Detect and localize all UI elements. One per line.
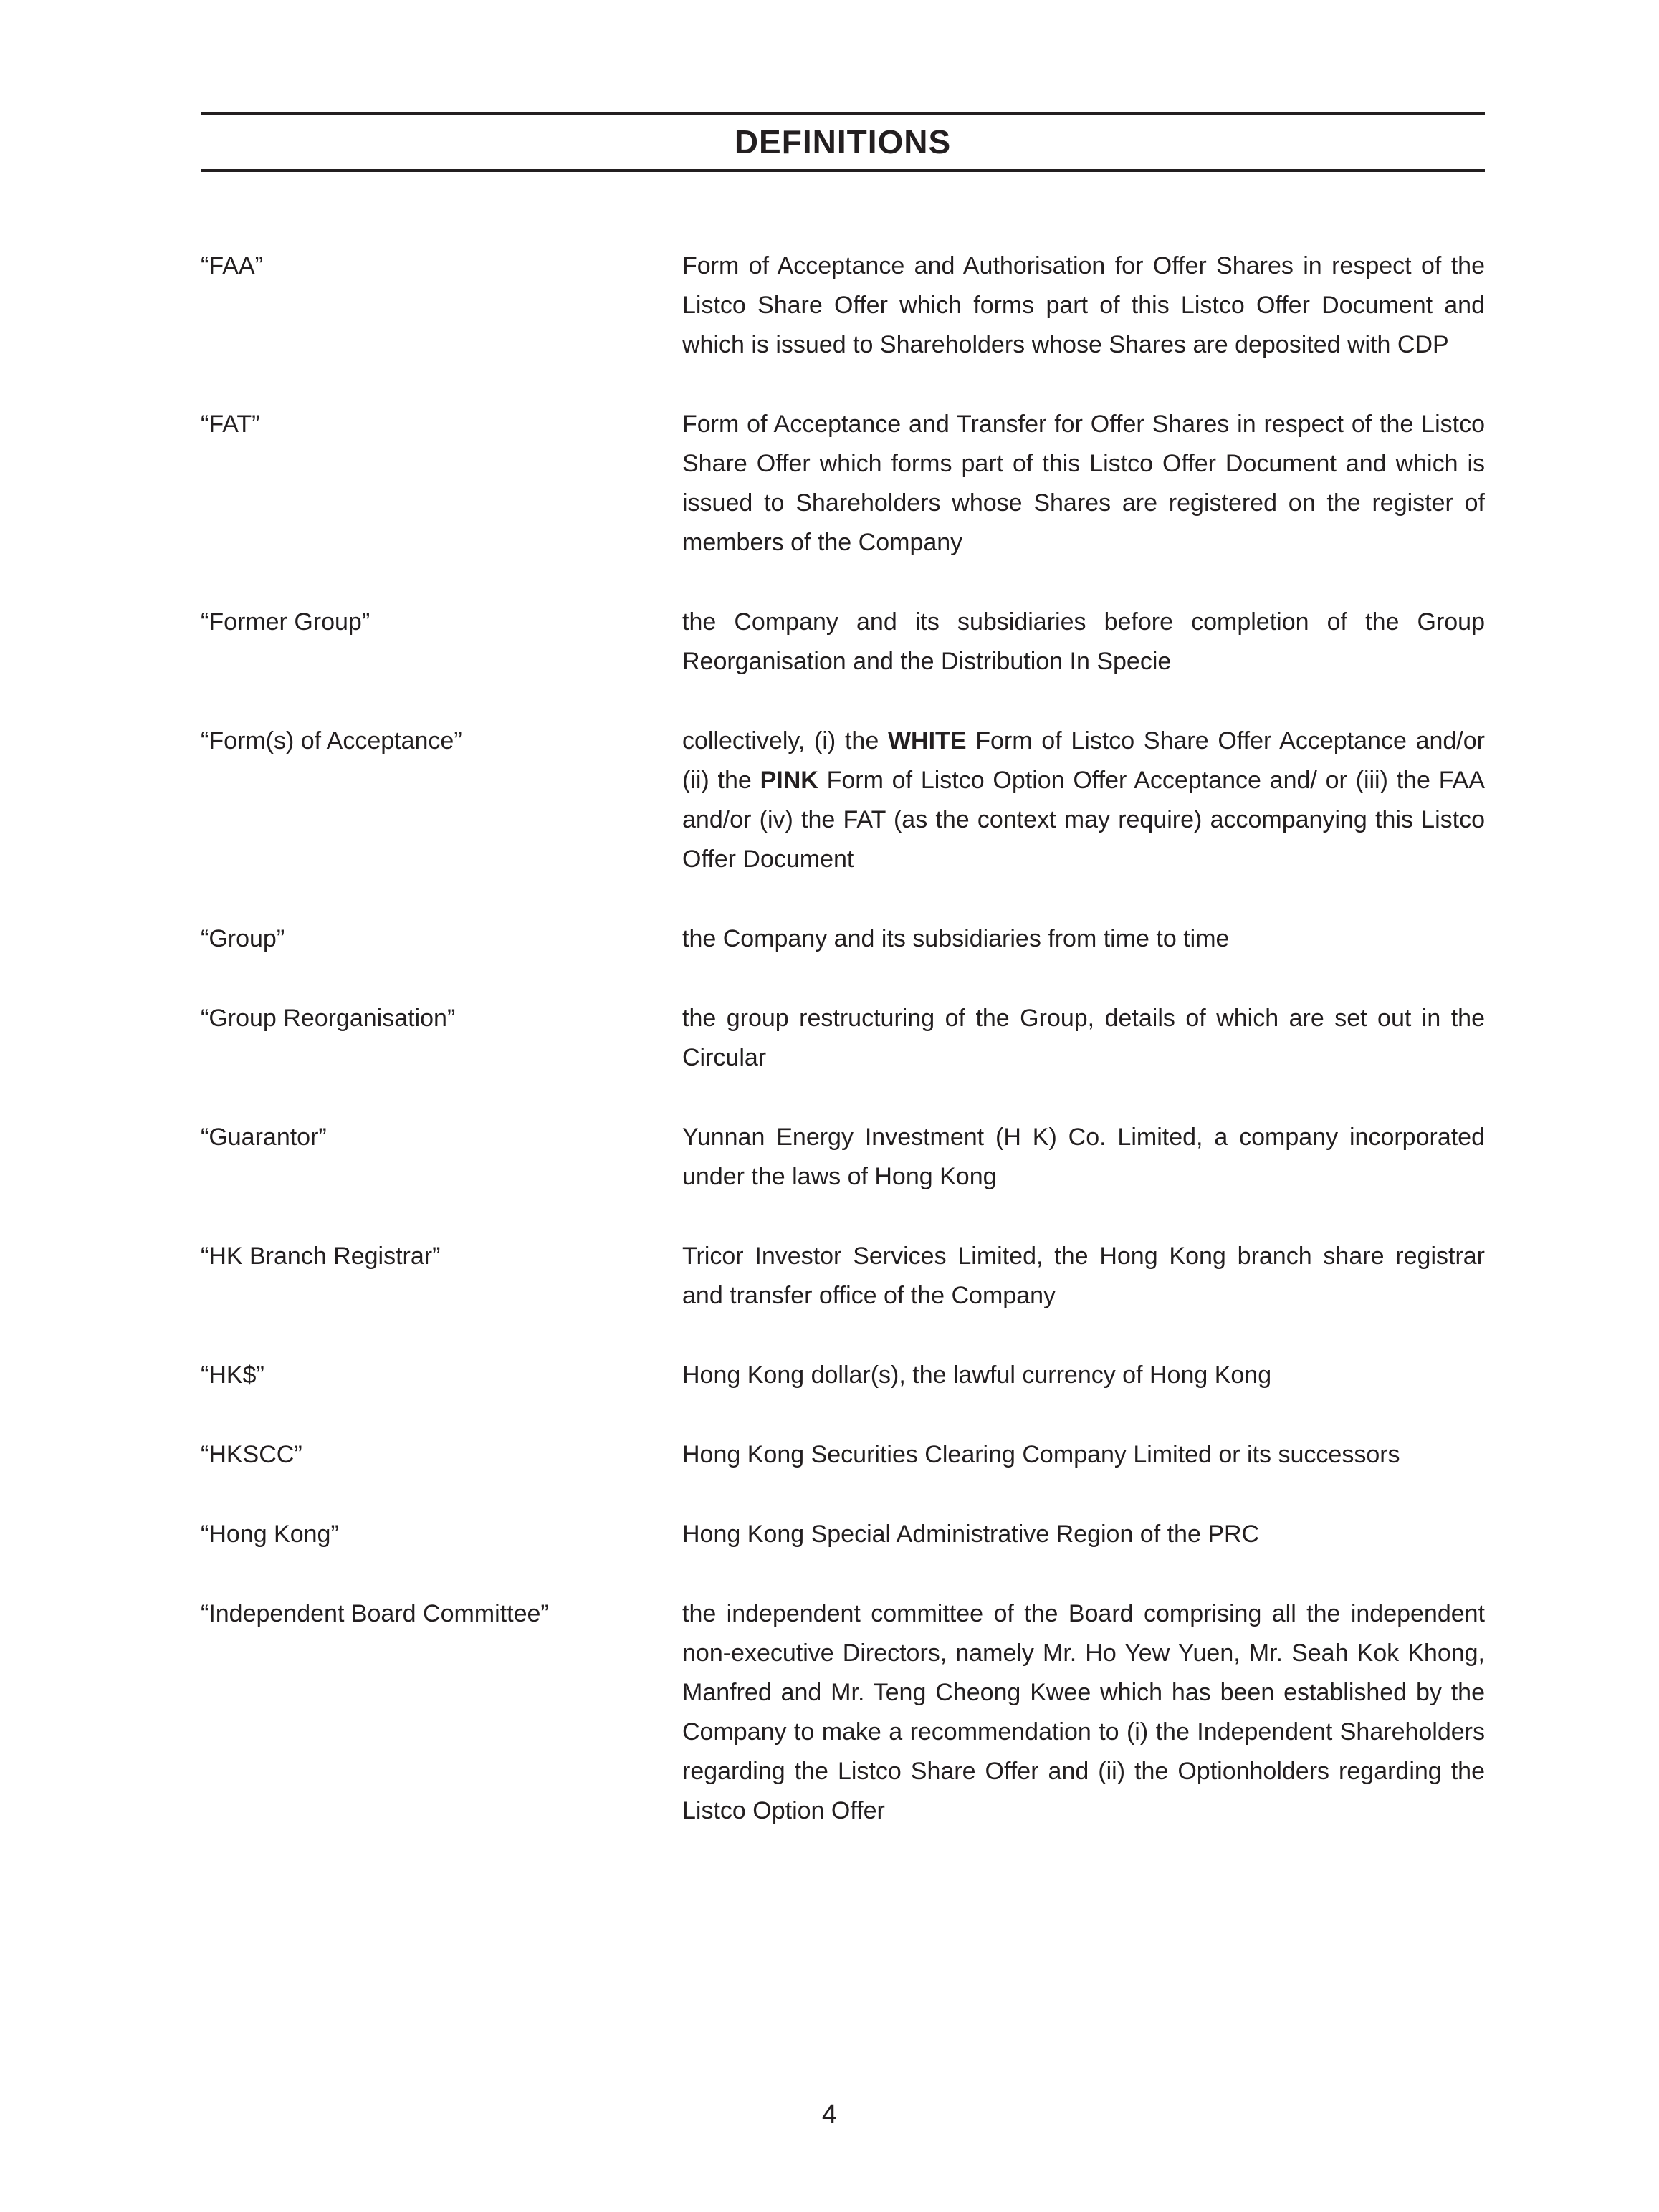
definition-text: the Company and its subsidiaries before completion of the Group Reorganisation and the Distribution In Specie [682, 608, 1485, 675]
definition-text-part: Form of Listco Option Offer Acceptance and/ or (iii) the FAA and/or (iv) the FAT (as the context may require) accompanying this Listco Offer Document [682, 767, 1485, 873]
definition-row [201, 722, 1485, 879]
definition-text: the group restructuring of the Group, details of which are set out in the Circular [682, 1005, 1485, 1071]
page-title: DEFINITIONS [734, 123, 952, 161]
definition-term: “HK Branch Registrar” [201, 1243, 441, 1270]
definition-row [201, 1594, 1485, 1831]
definition-text: Tricor Investor Services Limited, the Hong Kong branch share registrar and transfer office of the Company [682, 1243, 1485, 1309]
definition-text-part: Form of Listco Share Offer Acceptance and/or (ii) the [682, 727, 1485, 794]
form-color-white: WHITE [887, 727, 967, 755]
definition-row [201, 999, 1485, 1078]
definition-row [201, 919, 1485, 959]
definition-row [201, 405, 1485, 562]
definition-term: “Group Reorganisation” [201, 1005, 456, 1032]
definition-text: the Company and its subsidiaries from time to time [682, 925, 1230, 952]
definition-text: the independent committee of the Board comprising all the independent non-executive Directors, namely Mr. Ho Yew Yuen, Mr. Seah Kok Khong, Manfred and Mr. Teng Cheong Kwee which has been established by the Company to make a recommendation to (i) the Independent Shareholders regarding the Listco Share Offer and (ii) the Optionholders regarding the Listco Option Offer [682, 1600, 1485, 1824]
definition-term: “HK$” [201, 1361, 264, 1389]
definitions-list [201, 246, 1485, 1871]
definition-row [201, 246, 1485, 365]
definition-row [201, 1356, 1485, 1395]
definition-term: “Form(s) of Acceptance” [201, 727, 462, 755]
definition-row [201, 1435, 1485, 1475]
form-color-pink: PINK [760, 767, 818, 794]
definition-term: “HKSCC” [201, 1441, 302, 1468]
definition-text: Hong Kong Special Administrative Region of the PRC [682, 1521, 1260, 1548]
definition-term: “Former Group” [201, 608, 370, 636]
definition-term: “FAT” [201, 411, 260, 438]
definition-text: Yunnan Energy Investment (H K) Co. Limited, a company incorporated under the laws of Hong Kong [682, 1124, 1485, 1190]
definition-row [201, 1515, 1485, 1554]
definition-row [201, 1118, 1485, 1197]
definition-term: “FAA” [201, 252, 263, 279]
definition-text [682, 722, 1485, 879]
definition-text: Hong Kong dollar(s), the lawful currency of Hong Kong [682, 1361, 1272, 1389]
definition-row [201, 603, 1485, 681]
definition-term: “Group” [201, 925, 285, 952]
definition-term: “Independent Board Committee” [201, 1600, 549, 1627]
page-number: 4 [821, 2100, 838, 2130]
definition-text: Form of Acceptance and Authorisation for Offer Shares in respect of the Listco Share Offer which forms part of this Listco Offer Document and which is issued to Shareholders whose Shares are deposited with CDP [682, 252, 1485, 358]
page-header [201, 112, 1485, 172]
definition-text: Hong Kong Securities Clearing Company Limited or its successors [682, 1441, 1400, 1468]
definition-term: “Guarantor” [201, 1124, 327, 1151]
definition-row [201, 1237, 1485, 1316]
definition-text-part: collectively, (i) the [682, 727, 888, 755]
definition-term: “Hong Kong” [201, 1521, 339, 1548]
definition-text: Form of Acceptance and Transfer for Offer Shares in respect of the Listco Share Offer which forms part of this Listco Offer Document and which is issued to Shareholders whose Shares are registered on the register of members of the Company [682, 411, 1485, 556]
